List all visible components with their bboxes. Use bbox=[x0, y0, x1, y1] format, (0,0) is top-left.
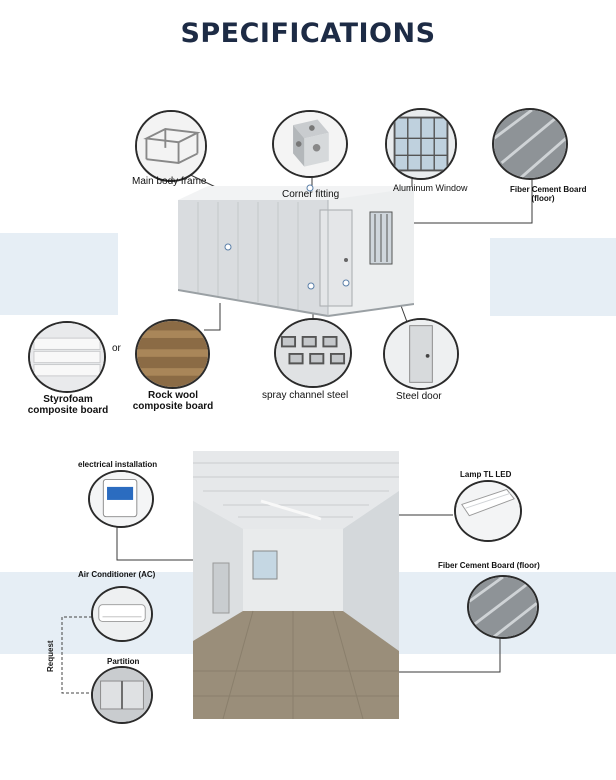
frame-icon bbox=[135, 110, 207, 182]
page-title: SPECIFICATIONS bbox=[180, 18, 436, 49]
corner-fitting-label: Corner fitting bbox=[282, 189, 340, 200]
electrical-installation-label: electrical installation bbox=[78, 460, 158, 469]
lamp-icon bbox=[454, 480, 522, 542]
background-band-right-top bbox=[490, 238, 616, 316]
partition-icon bbox=[91, 666, 153, 724]
rock-wool-board-icon bbox=[135, 319, 210, 389]
aluminum-window-label: Aluminum Window bbox=[393, 183, 468, 193]
channel-steel-icon bbox=[274, 318, 352, 388]
styrofoam-board-icon bbox=[28, 321, 106, 393]
styrofoam-label: Styrofoam composite board bbox=[27, 394, 109, 416]
floor-board-icon-bottom bbox=[467, 575, 539, 639]
spray-channel-steel-label: spray channel steel bbox=[262, 390, 349, 401]
rock-wool-label: Rock wool composite board bbox=[132, 390, 214, 412]
background-band-left-top bbox=[0, 233, 118, 315]
or-label: or bbox=[112, 343, 121, 354]
window-icon bbox=[385, 108, 457, 180]
fiber-cement-board-floor-label: Fiber Cement Board (floor) bbox=[438, 561, 540, 570]
interior-room-image bbox=[193, 451, 399, 719]
air-conditioner-icon bbox=[91, 586, 153, 642]
main-body-frame-label: Main body frame bbox=[132, 176, 207, 187]
floor-board-icon bbox=[492, 108, 568, 180]
corner-fitting-icon bbox=[272, 110, 348, 178]
lamp-label: Lamp TL LED bbox=[460, 470, 512, 479]
steel-door-label: Steel door bbox=[396, 391, 442, 402]
electrical-box-icon bbox=[88, 470, 154, 528]
air-conditioner-label: Air Conditioner (AC) bbox=[78, 570, 156, 579]
partition-label: Partition bbox=[107, 657, 140, 666]
request-label: Request bbox=[46, 640, 55, 672]
door-icon bbox=[383, 318, 459, 390]
fiber-cement-board-label: Fiber Cement Board (floor) bbox=[510, 185, 587, 203]
